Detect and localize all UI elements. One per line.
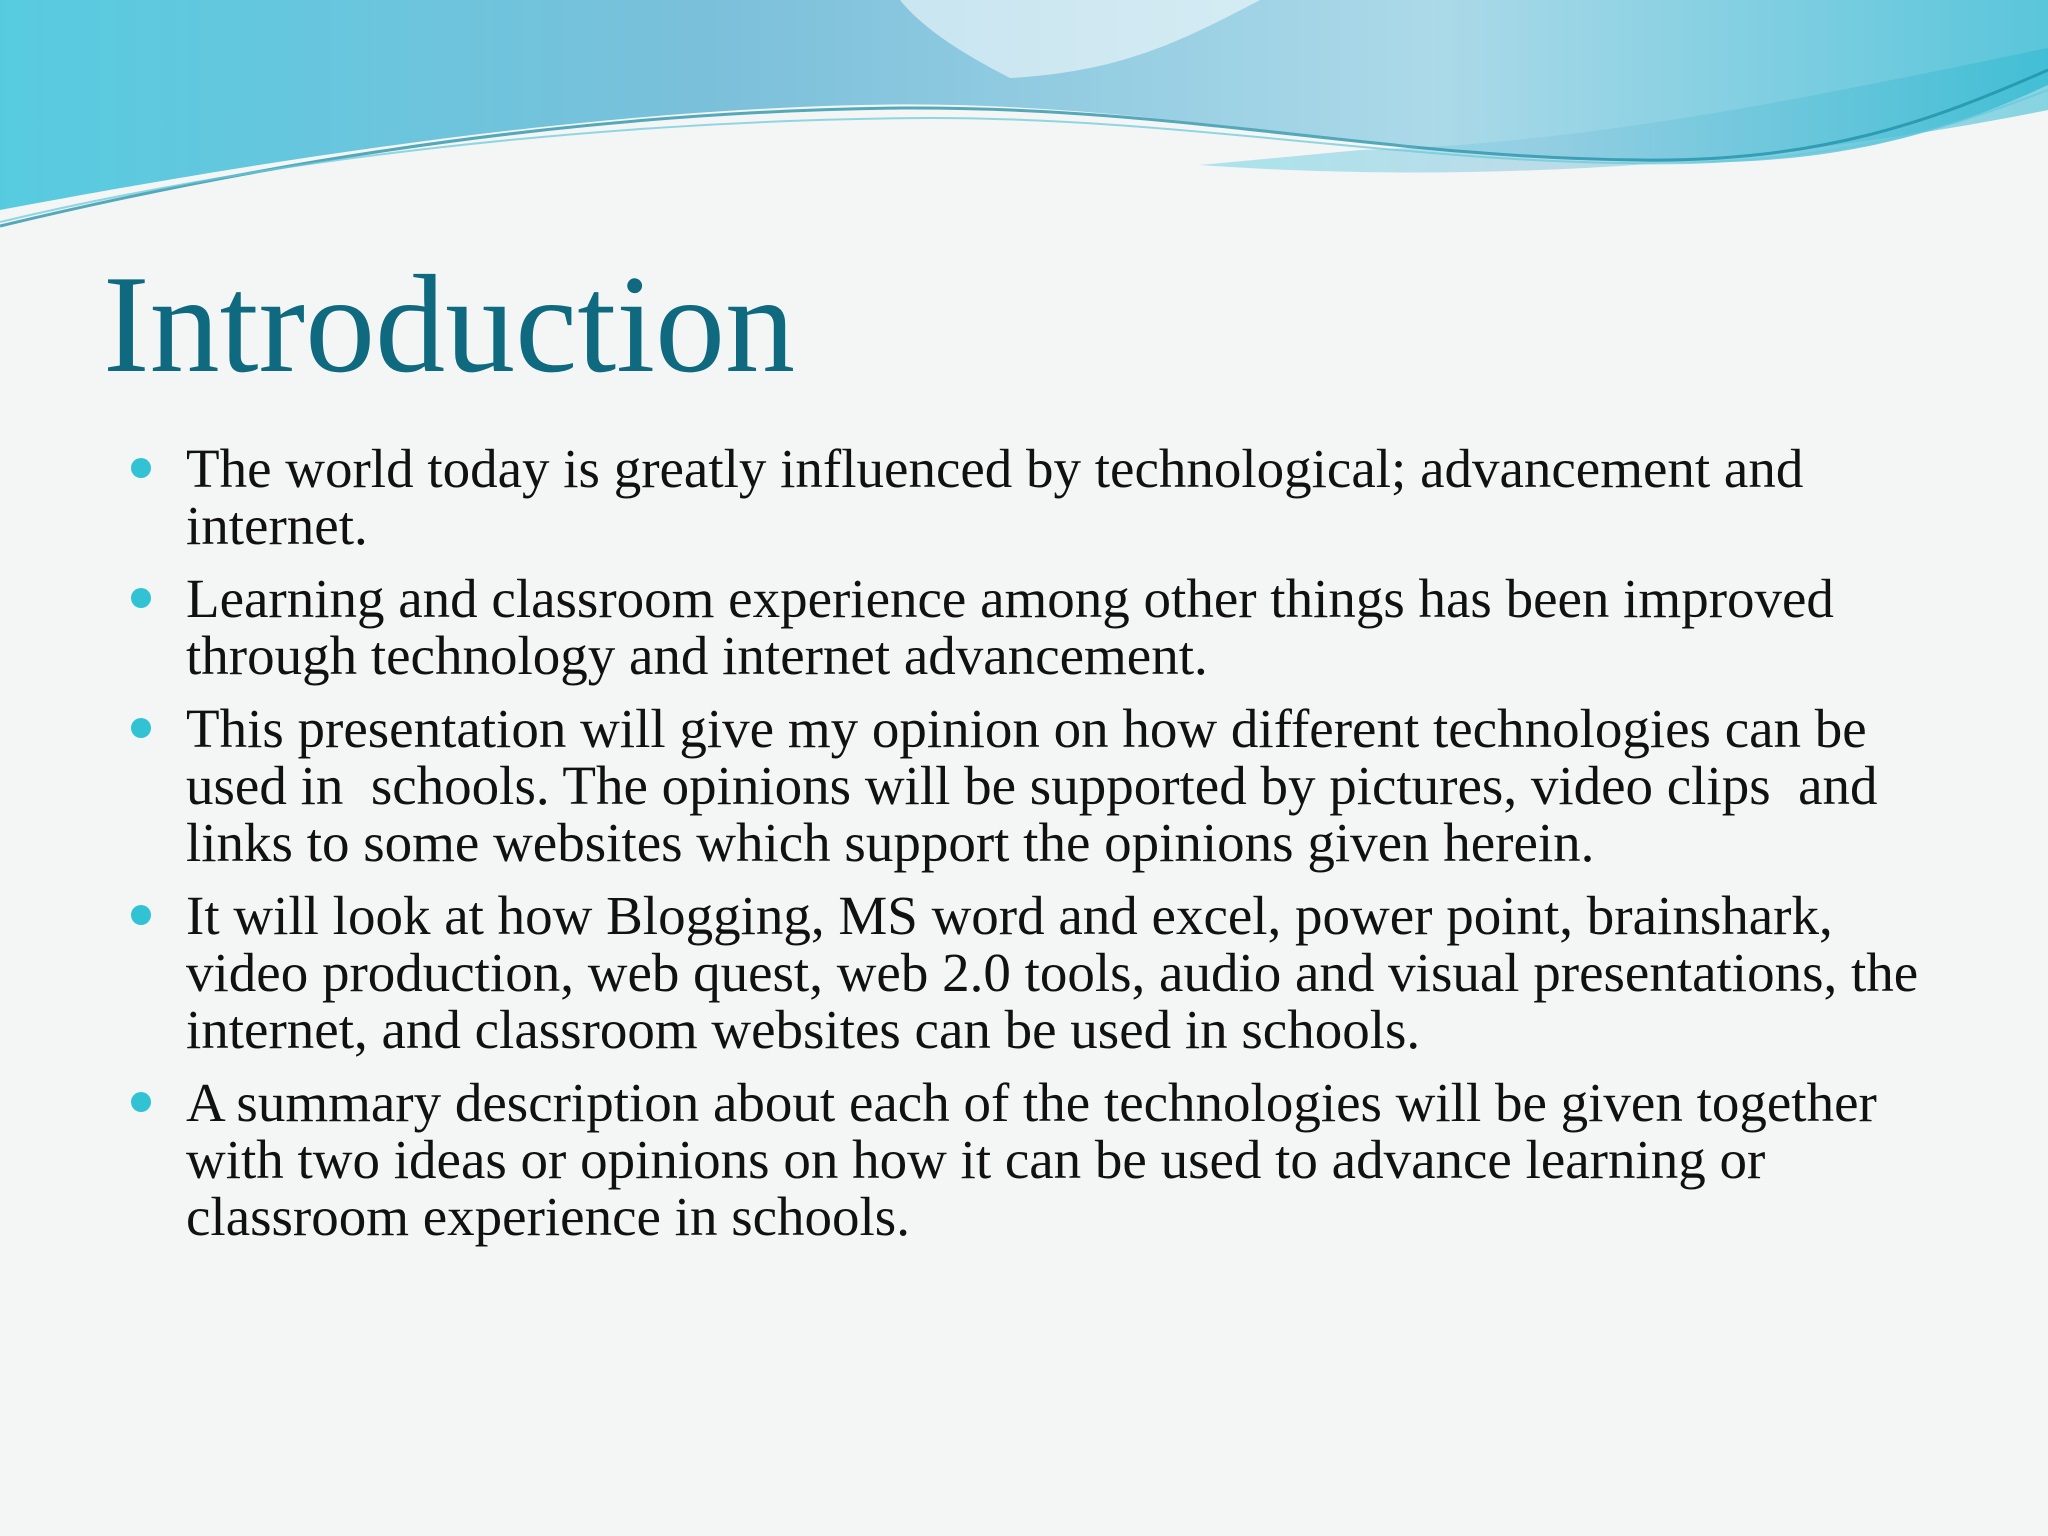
bullet-point-icon bbox=[131, 588, 151, 608]
bullet-point-icon bbox=[131, 1092, 151, 1112]
bullet-point-icon bbox=[131, 718, 151, 738]
bullet-item-5 bbox=[124, 1074, 1944, 1245]
bullet-item-2 bbox=[124, 570, 1944, 684]
slide-title: Introduction bbox=[103, 247, 796, 402]
bullet-text: This presentation will give my opinion on how different technologies can be used in schools. The opinions will be supported by pictures, video clips and links to some websites which support the opinions given herein. bbox=[186, 698, 1892, 873]
bullet-list bbox=[124, 440, 1944, 1261]
bullet-text: A summary description about each of the technologies will be given together with two ideas or opinions on how it can be used to advance learning or classroom experience in schools. bbox=[186, 1072, 1891, 1247]
bullet-point-icon bbox=[131, 458, 151, 478]
bullet-text: It will look at how Blogging, MS word and excel, power point, brainshark, video production, web quest, web 2.0 tools, audio and visual presentations, the internet, and classroom websites can be used in schools. bbox=[186, 885, 1932, 1060]
bullet-text: Learning and classroom experience among other things has been improved through technology and internet advancement. bbox=[186, 568, 1848, 686]
bullet-item-1 bbox=[124, 440, 1944, 554]
bullet-item-4 bbox=[124, 887, 1944, 1058]
bullet-text: The world today is greatly influenced by technological; advancement and internet. bbox=[186, 438, 1818, 556]
header-wave-graphic bbox=[0, 0, 2048, 240]
bullet-point-icon bbox=[131, 905, 151, 925]
bullet-item-3 bbox=[124, 700, 1944, 871]
